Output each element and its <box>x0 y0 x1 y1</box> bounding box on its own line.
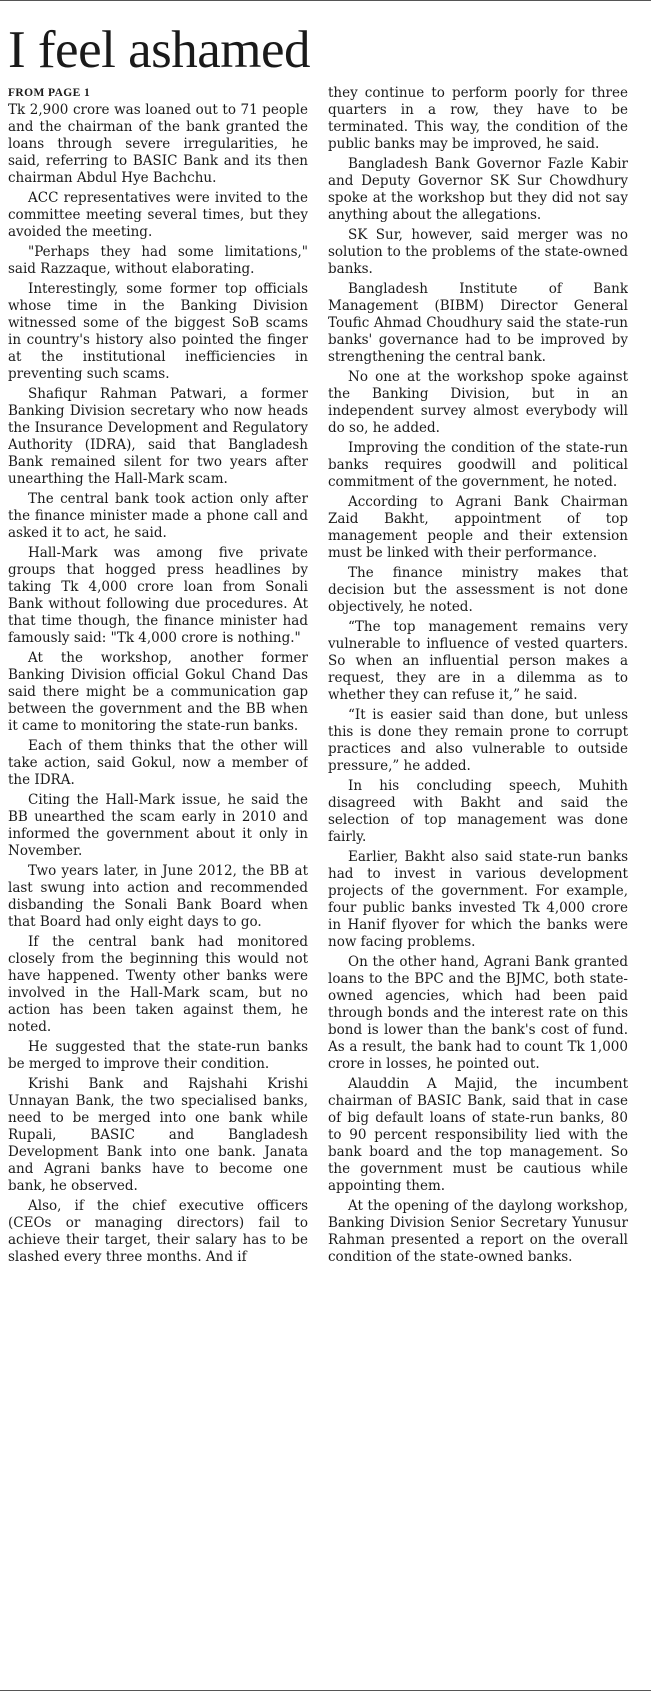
paragraph: At the workshop, another former Banking Division official Gokul Chand Das said there might be a communication gap between the government and the BB when it came to monitoring the state-run banks. <box>8 650 308 734</box>
paragraph: He suggested that the state-run banks be merged to improve their condition. <box>8 1039 308 1072</box>
paragraph: According to Agrani Bank Chairman Zaid Bakht, appointment of top management people and their extension must be linked with their performance. <box>328 494 628 561</box>
paragraph: Citing the Hall-Mark issue, he said the BB unearthed the scam early in 2010 and informed the government about it only in November. <box>8 792 308 859</box>
left-column <box>8 102 308 1682</box>
continuation-kicker: FROM PAGE 1 <box>8 87 91 99</box>
paragraph: Shafiqur Rahman Patwari, a former Banking Division secretary who now heads the Insurance Development and Regulatory Authority (IDRA), said that Bangladesh Bank remained silent for two years after unearthing the Hall-Mark scam. <box>8 386 308 487</box>
paragraph: Earlier, Bakht also said state-run banks had to invest in various development projects of the government. For example, four public banks invested Tk 4,000 crore in Hanif flyover for which the banks were now facing problems. <box>328 849 628 950</box>
paragraph: Two years later, in June 2012, the BB at last swung into action and recommended disbanding the Sonali Bank Board when that Board had only eight days to go. <box>8 863 308 930</box>
paragraph: Bangladesh Bank Governor Fazle Kabir and Deputy Governor SK Sur Chowdhury spoke at the workshop but they did not say anything about the allegations. <box>328 156 628 223</box>
paragraph: Krishi Bank and Rajshahi Krishi Unnayan Bank, the two specialised banks, need to be merged into one bank while Rupali, BASIC and Bangladesh Development Bank into one bank. Janata and Agrani banks have to become one bank, he observed. <box>8 1076 308 1194</box>
right-column <box>328 85 628 1682</box>
paragraph: Also, if the chief executive officers (CEOs or managing directors) fail to achieve their target, their salary has to be slashed every three months. And if <box>8 1198 308 1265</box>
paragraph: "Perhaps they had some limitations," said Razzaque, without elaborating. <box>8 244 308 277</box>
paragraph: ACC representatives were invited to the committee meeting several times, but they avoided the meeting. <box>8 190 308 240</box>
paragraph: If the central bank had monitored closely from the beginning this would not have happened. Twenty other banks were involved in the Hall-Mark scam, but no action has been taken against them, he noted. <box>8 934 308 1035</box>
paragraph: “It is easier said than done, but unless this is done they remain prone to corrupt practices and also vulnerable to outside pressure,” he added. <box>328 707 628 774</box>
paragraph: “The top management remains very vulnerable to influence of vested quarters. So when an influential person makes a request, they are in a dilemma as to whether they can refuse it,” he said. <box>328 619 628 703</box>
paragraph: Interestingly, some former top officials whose time in the Banking Division witnessed some of the biggest SoB scams in country's history also pointed the finger at the institutional inefficiencies in preventing such scams. <box>8 281 308 382</box>
paragraph: The central bank took action only after the finance minister made a phone call and asked it to act, he said. <box>8 491 308 541</box>
paragraph: Bangladesh Institute of Bank Management (BIBM) Director General Toufic Ahmad Choudhury said the state-run banks' governance had to be improved by strengthening the central bank. <box>328 281 628 365</box>
paragraph: Each of them thinks that the other will take action, said Gokul, now a member of the IDRA. <box>8 738 308 788</box>
headline: I feel ashamed <box>8 21 310 79</box>
paragraph: Hall-Mark was among five private groups that hogged press headlines by taking Tk 4,000 crore loan from Sonali Bank without following due procedures. At that time though, the finance minister had famously said: "Tk 4,000 crore is nothing." <box>8 545 308 646</box>
paragraph: The finance ministry makes that decision but the assessment is not done objectively, he noted. <box>328 565 628 615</box>
bottom-rule <box>0 1690 651 1691</box>
top-rule <box>0 0 651 1</box>
paragraph: Tk 2,900 crore was loaned out to 71 people and the chairman of the bank granted the loans through severe irregularities, he said, referring to BASIC Bank and its then chairman Abdul Hye Bachchu. <box>8 102 308 186</box>
paragraph: they continue to perform poorly for three quarters in a row, they have to be terminated. This way, the condition of the public banks may be improved, he said. <box>328 85 628 152</box>
paragraph: SK Sur, however, said merger was no solution to the problems of the state-owned banks. <box>328 227 628 277</box>
paragraph: Improving the condition of the state-run banks requires goodwill and political commitment of the government, he noted. <box>328 440 628 490</box>
paragraph: Alauddin A Majid, the incumbent chairman of BASIC Bank, said that in case of big default loans of state-run banks, 80 to 90 percent responsibility lied with the bank board and the top management. So the government must be cautious while appointing them. <box>328 1076 628 1194</box>
paragraph: No one at the workshop spoke against the Banking Division, but in an independent survey almost everybody will do so, he added. <box>328 369 628 436</box>
paragraph: In his concluding speech, Muhith disagreed with Bakht and said the selection of top management was done fairly. <box>328 778 628 845</box>
paragraph: At the opening of the daylong workshop, Banking Division Senior Secretary Yunusur Rahman presented a report on the overall condition of the state-owned banks. <box>328 1198 628 1265</box>
paragraph: On the other hand, Agrani Bank granted loans to the BPC and the BJMC, both state-owned agencies, which had been paid through bonds and the interest rate on this bond is lower than the bank's cost of fund. As a result, the bank had to count Tk 1,000 crore in losses, he pointed out. <box>328 954 628 1072</box>
